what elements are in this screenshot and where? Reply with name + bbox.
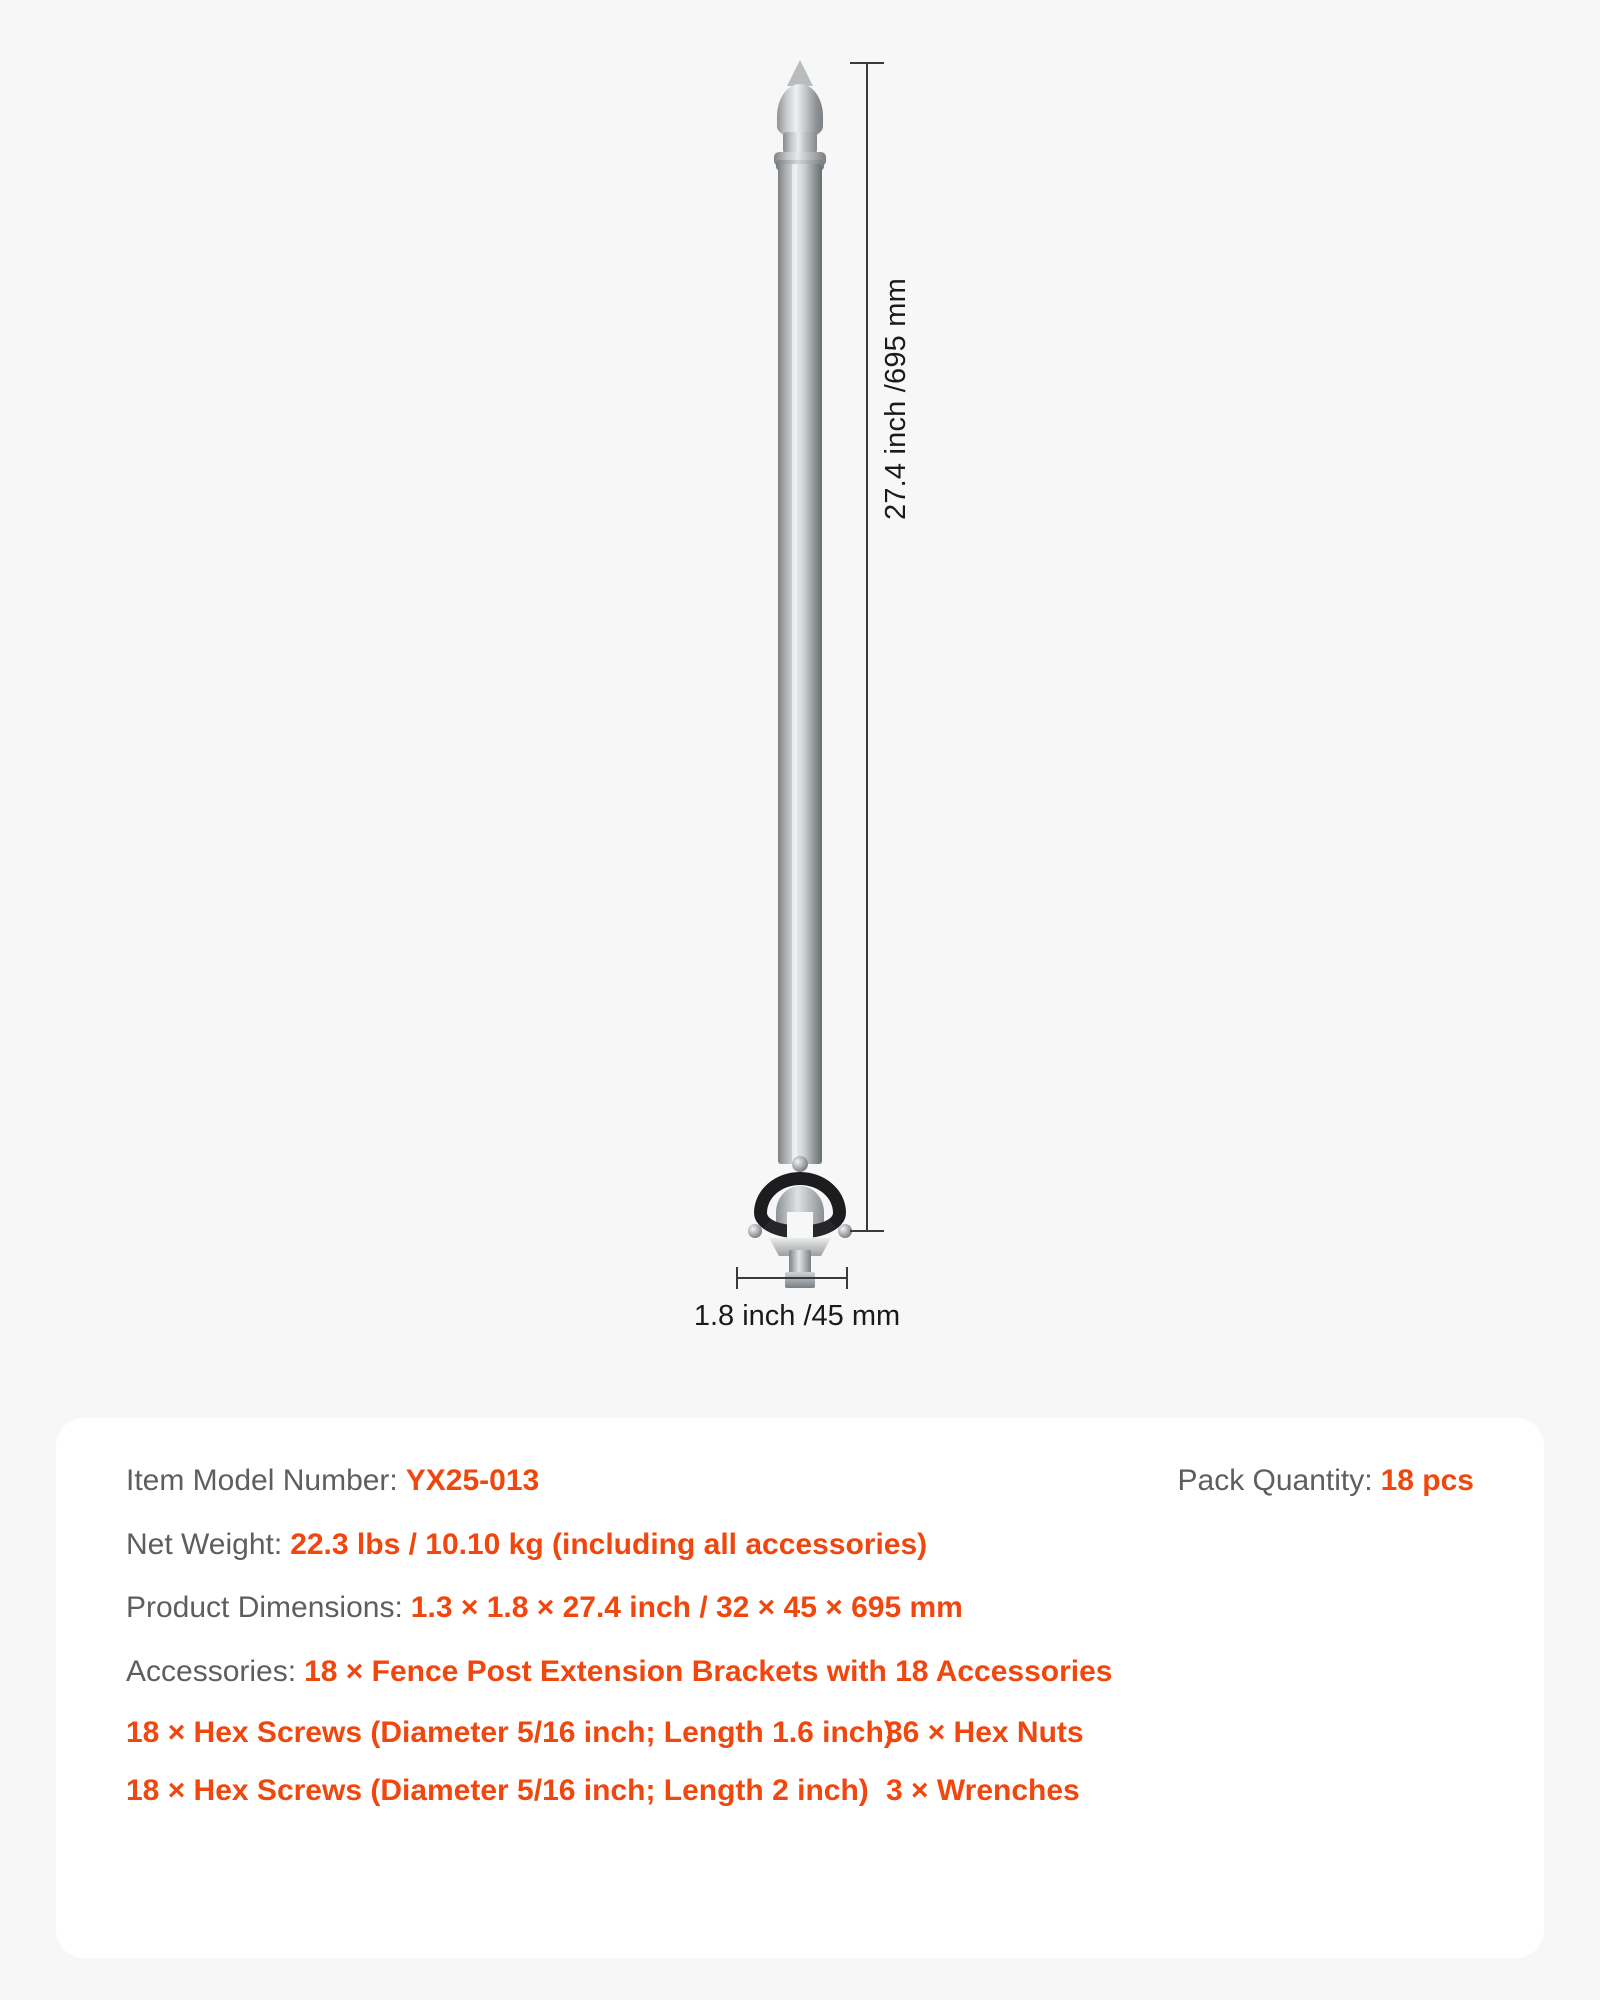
clamp-foot xyxy=(769,1228,831,1268)
tube-highlight xyxy=(792,164,797,1164)
dimensions-value: 1.3 × 1.8 × 27.4 inch / 32 × 45 × 695 mm xyxy=(410,1591,963,1624)
upper-bolt-icon xyxy=(792,1156,808,1172)
height-dimension-line xyxy=(866,62,868,1232)
spec-row-net-weight xyxy=(126,1526,1474,1564)
width-dimension-cap-right xyxy=(846,1267,848,1289)
bracket-clamp xyxy=(740,1172,860,1292)
spec-row-model-and-pack xyxy=(126,1462,1474,1500)
model-label: Item Model Number: xyxy=(126,1464,398,1497)
post-tube xyxy=(778,164,822,1164)
net-weight-label: Net Weight: xyxy=(126,1527,283,1561)
pack-quantity-value: 18 pcs xyxy=(1380,1464,1474,1497)
clamp-screw-left-icon xyxy=(748,1224,762,1238)
accessories-label: Accessories: xyxy=(126,1654,297,1688)
foot-nut xyxy=(785,1272,815,1288)
width-dimension-line xyxy=(736,1277,848,1279)
finial-cap-icon xyxy=(768,60,832,170)
height-dimension-cap-bottom xyxy=(850,1230,884,1232)
spec-row-dimensions xyxy=(126,1589,1474,1627)
accessories-value: 18 × Fence Post Extension Brackets with 18 Accessories xyxy=(304,1654,1113,1688)
accessory-line-2-left: 18 × Hex Screws (Diameter 5/16 inch; Length 2 inch) xyxy=(126,1774,869,1807)
finial-tip xyxy=(787,60,813,86)
width-dimension-label: 1.8 inch /45 mm xyxy=(693,1300,901,1332)
model-value: YX25-013 xyxy=(405,1464,540,1497)
dimensions-label: Product Dimensions: xyxy=(126,1591,403,1624)
fence-post-assembly xyxy=(735,60,865,1260)
finial-neck xyxy=(783,132,817,154)
accessory-line-1-left: 18 × Hex Screws (Diameter 5/16 inch; Length 1.6 inch) xyxy=(126,1716,894,1749)
specifications-card xyxy=(56,1418,1544,1958)
spec-pack-quantity xyxy=(1178,1462,1475,1500)
spec-row-accessories xyxy=(126,1653,1474,1691)
spec-model xyxy=(126,1462,539,1500)
finial-body xyxy=(777,84,823,138)
accessory-line-1-right: 36 × Hex Nuts xyxy=(886,1716,1084,1749)
accessory-line-1 xyxy=(126,1716,1474,1750)
pack-quantity-label: Pack Quantity: xyxy=(1177,1464,1373,1497)
accessory-line-2 xyxy=(126,1774,1474,1808)
height-dimension-label: 27.4 inch /695 mm xyxy=(880,278,912,520)
net-weight-value: 22.3 lbs / 10.10 kg (including all accessories) xyxy=(290,1527,928,1561)
accessory-line-2-right: 3 × Wrenches xyxy=(886,1774,1080,1807)
